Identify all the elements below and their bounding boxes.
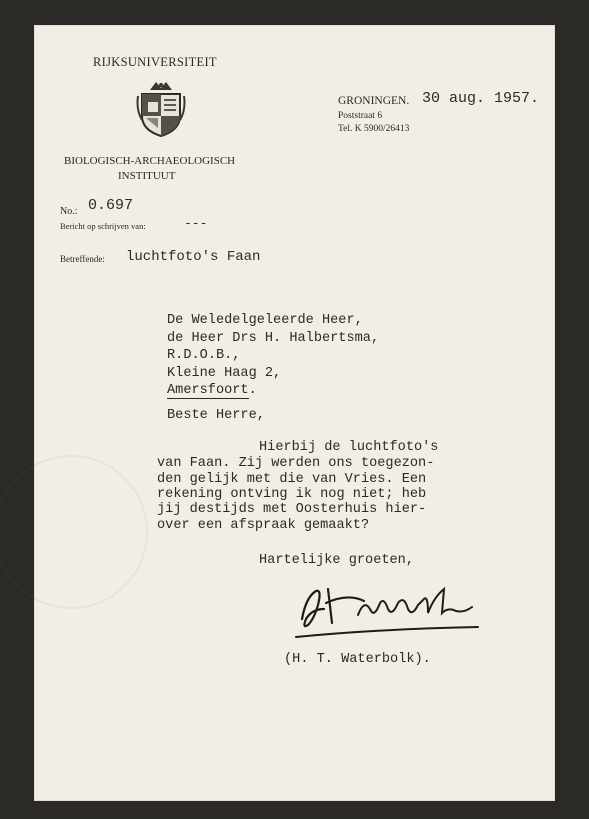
number-label: No.: (60, 206, 78, 217)
institute-name-line1: BIOLOGISCH-ARCHAEOLOGISCH (64, 155, 236, 167)
bericht-value: --- (184, 216, 208, 231)
address-line-2: de Heer Drs H. Halbertsma, (167, 331, 380, 346)
institute-street: Poststraat 6 (338, 111, 383, 121)
university-name: RIJKSUNIVERSITEIT (93, 55, 217, 69)
faded-stamp (0, 455, 148, 609)
subject-value: luchtfoto's Faan (126, 249, 261, 265)
letter-page (34, 25, 555, 801)
address-line-3: R.D.O.B., (167, 348, 241, 363)
address-line-5 (167, 383, 257, 398)
bericht-label: Bericht op schrijven van: (60, 221, 146, 231)
university-crest-icon (136, 80, 186, 138)
body-line: over een afspraak gemaakt? (157, 518, 370, 533)
address-city: Amersfoort (167, 383, 249, 398)
number-value: 0.697 (88, 197, 134, 214)
address-line-4: Kleine Haag 2, (167, 366, 282, 381)
institute-telephone: Tel. K 5900/26413 (338, 124, 410, 134)
institute-name-line2: INSTITUUT (118, 170, 176, 182)
body-line: van Faan. Zij werden ons toegezon- (157, 456, 435, 471)
body-line: Hierbij de luchtfoto's (259, 440, 439, 455)
salutation: Beste Herre, (167, 408, 265, 423)
subject-label: Betreffende: (60, 254, 105, 264)
signer-name: (H. T. Waterbolk). (284, 652, 431, 667)
body-line: jij destijds met Oosterhuis hier- (157, 502, 427, 517)
handwritten-signature (288, 579, 483, 641)
address-city-period: . (248, 383, 257, 398)
letter-date: 30 aug. 1957. (422, 90, 540, 107)
body-line: den gelijk met die van Vries. Een (157, 472, 427, 487)
body-line: rekening ontving ik nog niet; heb (157, 487, 427, 502)
closing-line: Hartelijke groeten, (259, 553, 414, 568)
address-line-1: De Weledelgeleerde Heer, (167, 313, 363, 328)
letter-city: GRONINGEN. (338, 95, 410, 107)
